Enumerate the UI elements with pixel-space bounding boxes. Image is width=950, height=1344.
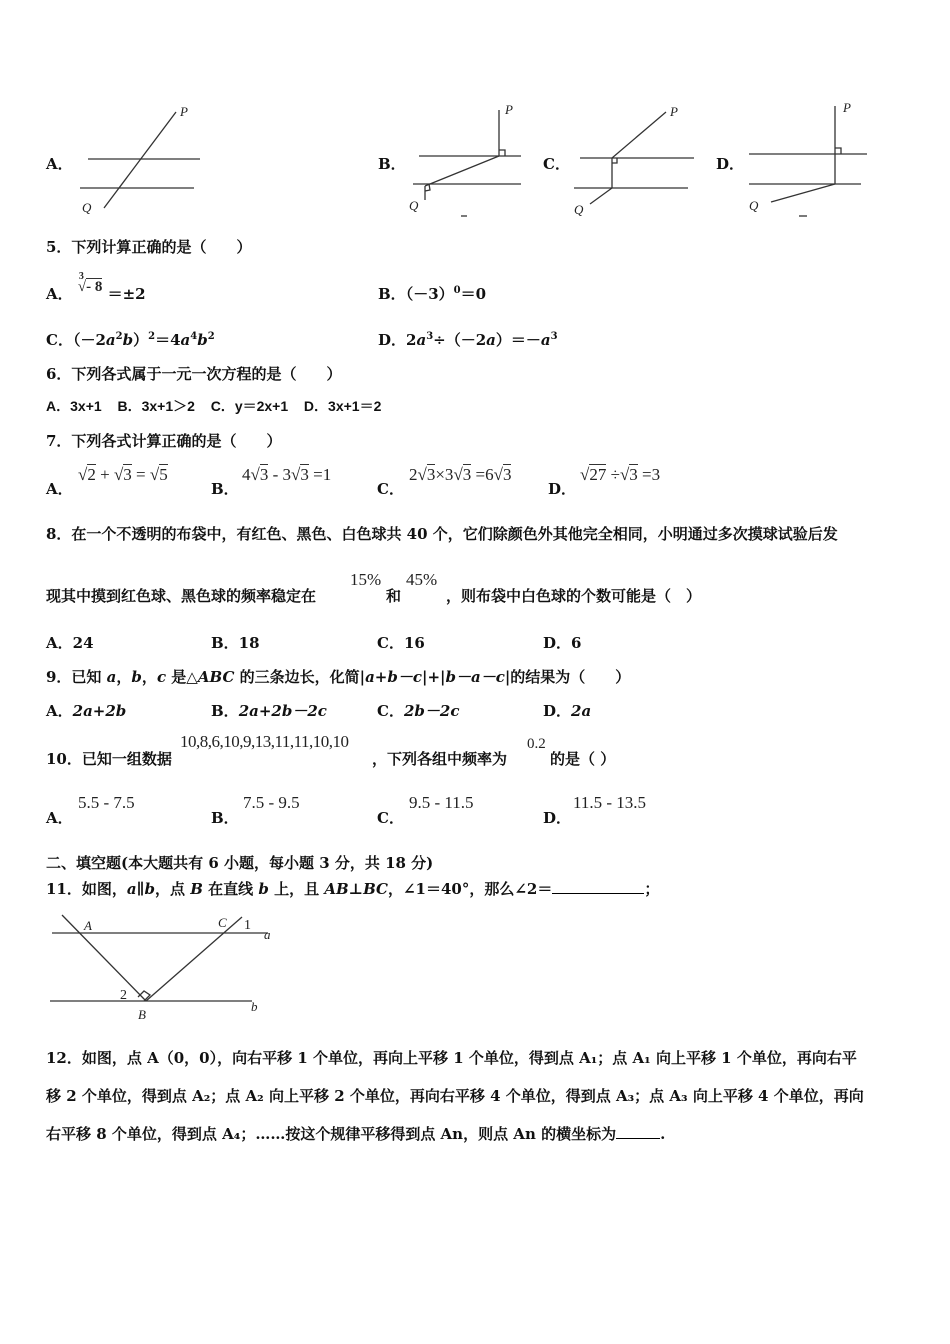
q8-line2-post: ，则布袋中白色球的个数可能是（ ） xyxy=(446,587,702,605)
radical-icon: √ xyxy=(250,465,260,484)
q4-figure-c xyxy=(570,100,700,220)
q8-option-d: D．6 xyxy=(543,634,582,652)
q11-stem: 11．如图，a∥b，点 B 在直线 b 上，且 AB⊥BC，∠1＝40°，那么∠2＝ ； xyxy=(46,880,660,898)
radical-icon: √ xyxy=(77,279,87,295)
q10-data: 10,8,6,10,9,13,11,11,10,10 xyxy=(180,732,349,751)
q6-d: 3x+1＝2 xyxy=(328,398,382,414)
q4-option-b-label: B． xyxy=(378,155,406,173)
q11-label-b-point: B xyxy=(138,1007,146,1022)
q4-figure-d xyxy=(745,98,875,222)
q4-option-c-label: C． xyxy=(543,155,570,173)
radical-icon: √ xyxy=(619,465,630,484)
q11-answer-blank[interactable] xyxy=(552,879,644,894)
radical-icon: √ xyxy=(149,465,160,484)
radical-icon: √ xyxy=(493,465,503,484)
q10-post: 的是（ ） xyxy=(550,750,616,768)
q7-option-a: √2 + √3 = √5 xyxy=(78,465,168,484)
q11-label-line-a: a xyxy=(264,927,271,942)
q10-b-range: 7.5 - 9.5 xyxy=(243,793,300,812)
q7-option-c: 2√3×3√3 =6√3 xyxy=(409,465,512,484)
q12-line1: 12．如图，点 A（0，0），向右平移 1 个单位，再向上平移 1 个单位，得到点 A₁；点 A₁ 向上平移 1 个单位，再向右平 xyxy=(46,1049,857,1067)
q6-c: y＝2x+1 xyxy=(234,398,289,414)
q9-option-d: D．2a xyxy=(543,702,592,720)
q7-d-label: D． xyxy=(548,480,577,498)
q12-answer-blank[interactable] xyxy=(616,1124,660,1139)
q4-d-label-q: Q xyxy=(749,198,759,213)
q5-a-rest: ＝±2 xyxy=(107,285,146,303)
q5-b-base: （－3） xyxy=(405,285,454,303)
q5-option-c: C．$(-2a^2b)^2=4a^4b^2$ xyxy=(46,331,215,349)
q8-line2-pre: 现其中摸到红色球、黑色球的频率稳定在 xyxy=(46,587,317,605)
q5-option-a xyxy=(46,271,146,304)
q8-percent-1: 15% xyxy=(350,570,382,589)
q7-stem: 7．下列各式计算正确的是（ ） xyxy=(46,432,282,450)
radical-icon: √ xyxy=(113,465,124,484)
q5-b-exp: 0 xyxy=(453,285,461,296)
q5-stem: 5．下列计算正确的是（ ） xyxy=(46,238,252,256)
q5-a-root-index: 3 xyxy=(78,271,84,282)
q4-figure-b xyxy=(405,100,530,220)
q5-a-radicand: - 8 xyxy=(86,279,103,295)
q8-option-b: B．18 xyxy=(211,634,260,652)
q5-b-rest: ＝0 xyxy=(460,285,487,303)
radical-icon: √ xyxy=(453,465,463,484)
q8-percent-2: 45% xyxy=(406,570,438,589)
q11-label-c-point: C xyxy=(218,915,227,930)
q6-options: A．3x+1 B．3x+1＞2 C．y＝2x+1 D．3x+1＝2 xyxy=(46,398,382,414)
q7-a-label: A． xyxy=(46,480,73,498)
q4-c-label-p: P xyxy=(670,104,678,119)
q9-option-a: A．2a+2b xyxy=(46,702,127,720)
q10-d-label: D． xyxy=(543,809,572,827)
q9-option-b: B．2a+2b－2c xyxy=(211,702,327,720)
q8-option-c: C．16 xyxy=(377,634,425,652)
q8-line1: 8．在一个不透明的布袋中，有红色、黑色、白色球共 40 个，它们除颜色外其他完全相同，小明通过多次摸球试验后发 xyxy=(46,525,838,543)
q5-option-d: D．$2a^3\div(-2a)=-a^3$ xyxy=(378,331,558,349)
q4-b-label-p: P xyxy=(505,102,513,117)
q7-option-b: 4√3 - 3√3 =1 xyxy=(242,465,332,484)
radical-icon: √ xyxy=(291,465,301,484)
q9-option-c: C．2b－2c xyxy=(377,702,460,720)
q6-stem: 6．下列各式属于一元一次方程的是（ ） xyxy=(46,365,342,383)
q5-b-label: B． xyxy=(378,285,406,303)
q6-b: 3x+1＞2 xyxy=(141,398,195,414)
q5-a-label: A． xyxy=(46,285,73,303)
radical-icon: √ xyxy=(417,465,427,484)
q4-b-label-q: Q xyxy=(409,198,419,213)
q4-a-label-q: Q xyxy=(82,200,92,215)
q8-line2-mid: 和 xyxy=(386,587,402,605)
q8-option-a: A．24 xyxy=(46,634,94,652)
q10-freq: 0.2 xyxy=(527,736,546,752)
q11-label-angle-1: 1 xyxy=(244,918,251,933)
q12-line2: 移 2 个单位，得到点 A₂；点 A₂ 向上平移 2 个单位，再向右平移 4 个单位，得到点 A₃；点 A₃ 向上平移 4 个单位，再向 xyxy=(46,1087,864,1105)
q11-figure xyxy=(46,905,286,1023)
q10-pre: 10．已知一组数据 xyxy=(46,750,172,768)
radical-icon: √ xyxy=(580,465,590,484)
q7-b-label: B． xyxy=(211,480,239,498)
q10-a-range: 5.5 - 7.5 xyxy=(78,793,135,812)
q10-d-range: 11.5 - 13.5 xyxy=(573,793,647,812)
q7-option-d: √27 ÷√3 =3 xyxy=(580,465,661,484)
q5-a-cuberoot xyxy=(77,271,103,304)
q5-option-b xyxy=(378,283,486,304)
q10-c-label: C． xyxy=(377,809,404,827)
q12-line3: 右平移 8 个单位，得到点 A₄；……按这个规律平移得到点 An，则点 An 的横坐标为 . xyxy=(46,1125,666,1143)
q9-stem: 9．已知 a，b，c 是△ABC 的三条边长，化简|a+b－c|+|b－a－c|的结果为（ ） xyxy=(46,668,631,686)
q10-mid: ，下列各组中频率为 xyxy=(372,750,508,768)
q11-label-line-b: b xyxy=(251,999,258,1014)
q10-a-label: A． xyxy=(46,809,73,827)
q10-b-label: B． xyxy=(211,809,239,827)
q4-a-label-p: P xyxy=(180,104,188,119)
q11-label-a-point: A xyxy=(84,918,92,933)
q6-a: 3x+1 xyxy=(70,398,102,414)
q4-option-a-label: A． xyxy=(46,155,73,173)
section-title: 二、填空题(本大题共有 6 小题，每小题 3 分，共 18 分) xyxy=(46,854,434,872)
q4-option-d-label: D． xyxy=(716,155,745,173)
q4-figure-a xyxy=(76,100,216,220)
q4-d-label-p: P xyxy=(843,100,851,115)
q11-label-angle-2: 2 xyxy=(120,988,127,1003)
radical-icon: √ xyxy=(78,465,88,484)
q4-c-label-q: Q xyxy=(574,202,584,217)
q10-c-range: 9.5 - 11.5 xyxy=(409,793,474,812)
q7-c-label: C． xyxy=(377,480,404,498)
